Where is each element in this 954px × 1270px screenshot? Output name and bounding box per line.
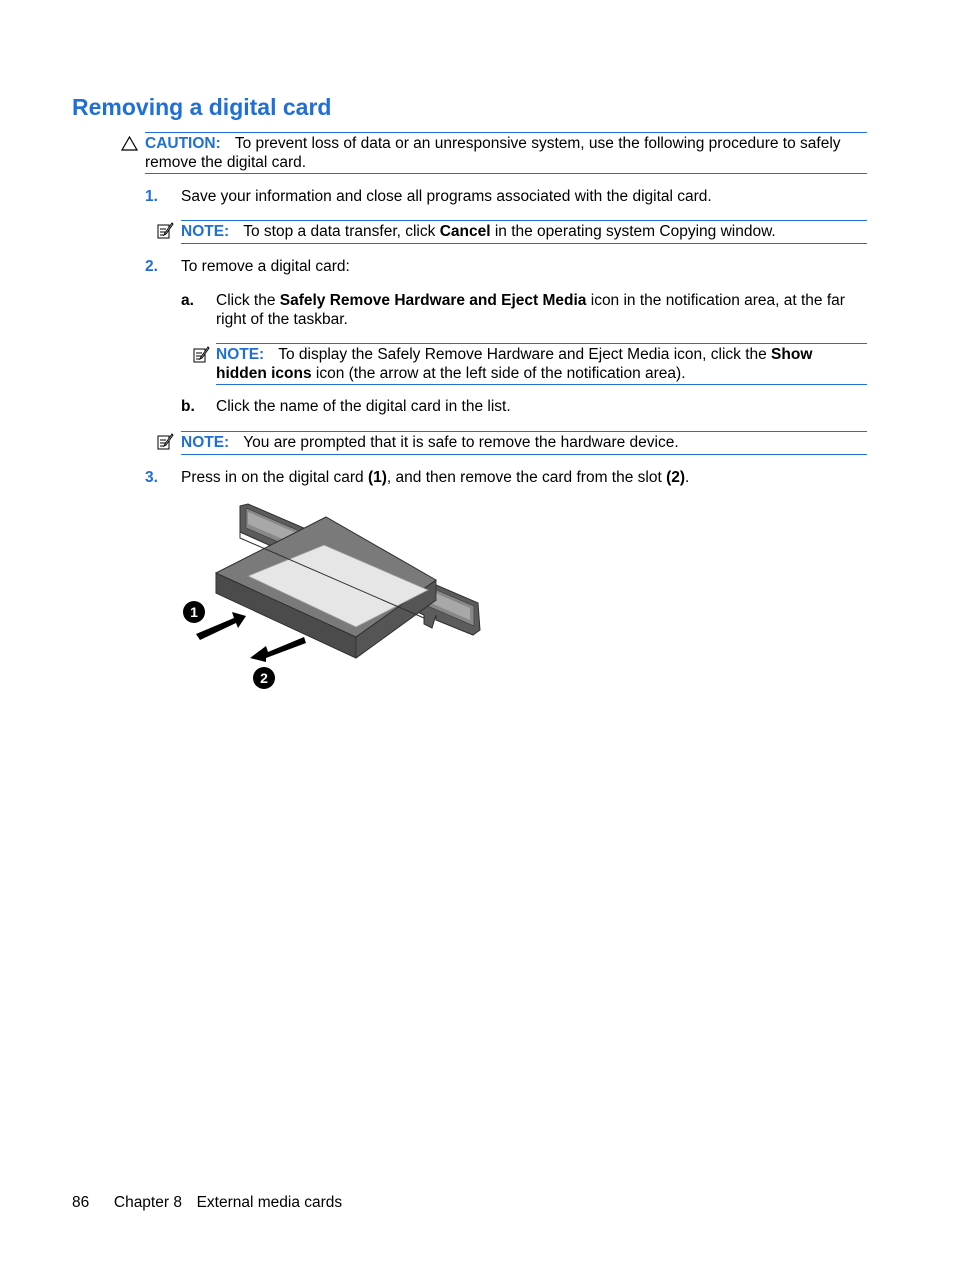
chapter-title: External media cards — [196, 1194, 343, 1211]
substep-a-text — [216, 291, 868, 329]
step-3-bold-2: (2) — [666, 469, 686, 486]
step-2-text: To remove a digital card: — [181, 258, 350, 275]
step-1-number: 1. — [145, 188, 158, 205]
digital-card-illustration — [178, 500, 488, 695]
note-icon — [192, 346, 210, 364]
substep-a-letter: a. — [181, 292, 194, 309]
page-title: Removing a digital card — [72, 94, 332, 120]
step-3-bold-1: (1) — [367, 469, 387, 486]
note-text-pre: To stop a data transfer, click — [243, 223, 440, 240]
note-label: NOTE: — [181, 223, 230, 240]
note-text-post: in the operating system Copying window. — [490, 223, 776, 240]
chapter-number: Chapter 8 — [113, 1194, 182, 1211]
step-3-pre: Press in on the digital card — [181, 469, 368, 486]
digital-card — [216, 517, 436, 658]
note-text-bold: Cancel — [439, 223, 491, 240]
note-box-2 — [216, 343, 867, 385]
step-3-mid: , and then remove the card from the slot — [386, 469, 667, 486]
note-text-bold: Show hidden icons — [216, 346, 813, 382]
caution-box — [145, 132, 867, 174]
note-text: You are prompted that it is safe to remove the hardware device. — [243, 434, 679, 451]
substep-a-bold: Safely Remove Hardware and Eject Media — [279, 292, 587, 309]
note-label: NOTE: — [181, 434, 230, 451]
substep-a-post: icon in the notification area, at the far right of the taskbar. — [216, 292, 845, 328]
step-3-post: . — [685, 469, 690, 486]
note-text-pre: To display the Safely Remove Hardware and Eject Media icon, click the — [278, 346, 772, 363]
page-number: 86 — [72, 1194, 90, 1211]
caution-label: CAUTION: — [145, 135, 221, 152]
note-icon — [156, 433, 174, 451]
substep-b-letter: b. — [181, 398, 195, 415]
note-text-post: icon (the arrow at the left side of the notification area). — [311, 365, 686, 382]
substep-a-pre: Click the — [216, 292, 280, 309]
note-box-1 — [181, 220, 867, 244]
note-icon — [156, 222, 174, 240]
substep-b-text: Click the name of the digital card in the list. — [216, 398, 511, 415]
note-box-3 — [181, 431, 867, 455]
caution-text: To prevent loss of data or an unresponsive system, use the following procedure to safely remove the digital card. — [145, 135, 841, 171]
callout-2 — [253, 667, 275, 689]
callout-1-label: 1 — [190, 604, 198, 620]
note-label: NOTE: — [216, 346, 265, 363]
step-1-text: Save your information and close all programs associated with the digital card. — [181, 188, 712, 205]
step-3-number: 3. — [145, 469, 158, 486]
step-3-text — [181, 468, 867, 487]
step-2-number: 2. — [145, 258, 158, 275]
caution-triangle-icon — [121, 136, 138, 151]
callout-2-label: 2 — [260, 670, 268, 686]
callout-1 — [183, 601, 205, 623]
remove-arrow — [250, 637, 306, 662]
footer — [72, 1193, 342, 1212]
